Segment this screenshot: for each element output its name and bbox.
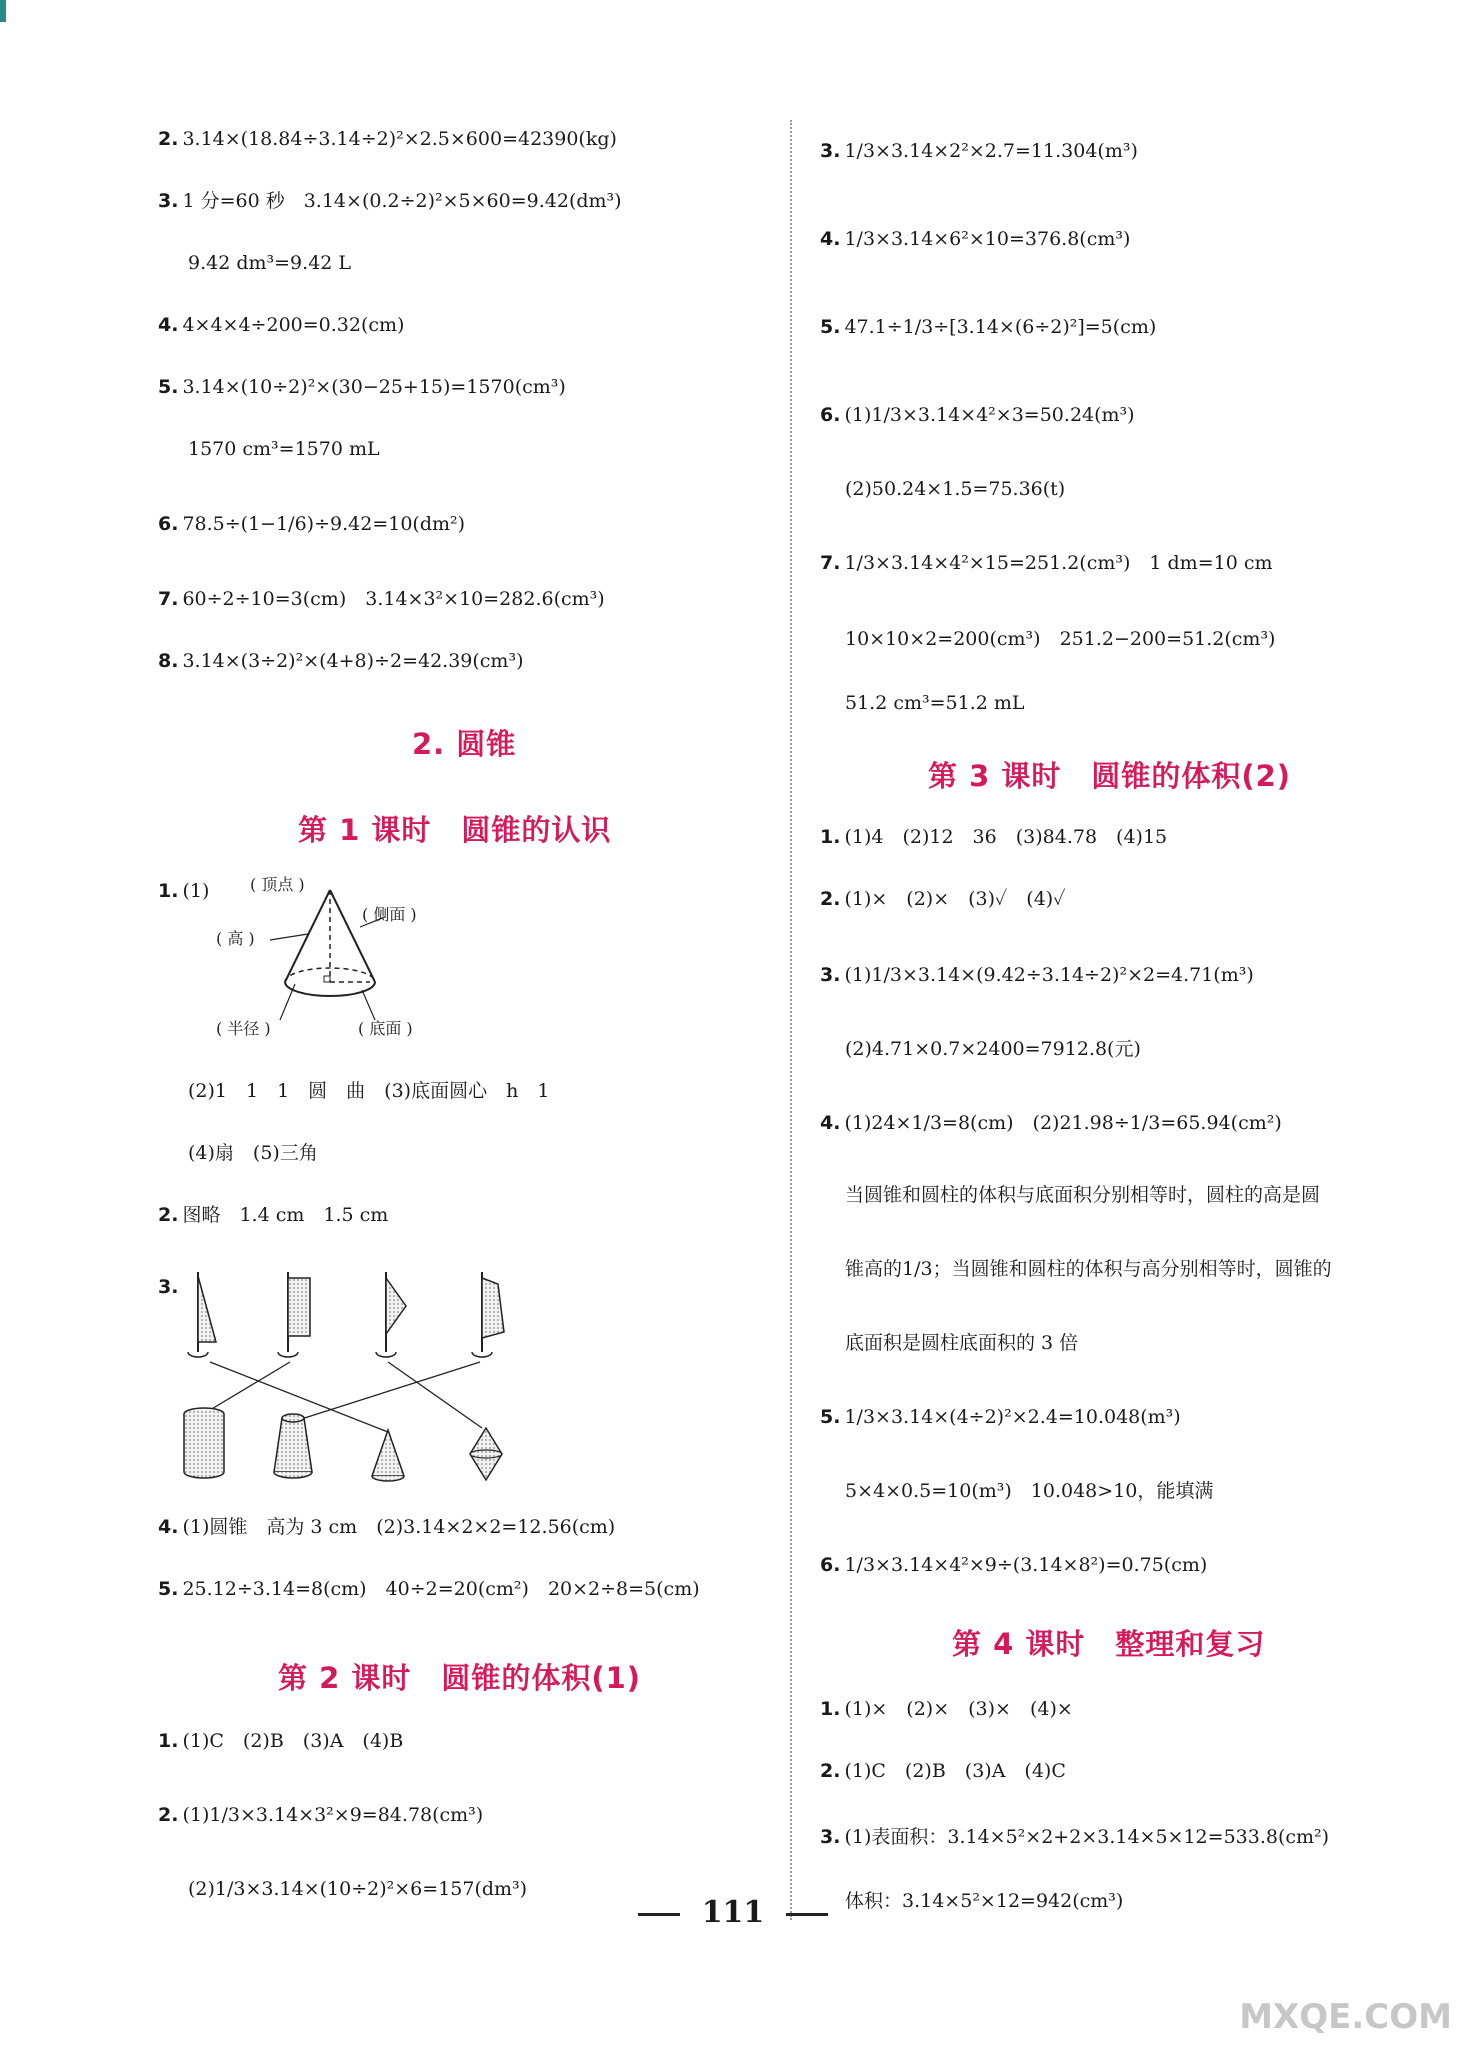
cone-diagram [210, 872, 470, 1052]
label-side: ( 侧面 ) [362, 905, 417, 924]
answer-line: 1570 cm³=1570 mL [188, 438, 380, 460]
answer-line: 7. 1/3×3.14×4²×15=251.2(cm³) 1 dm=10 cm [820, 552, 1273, 574]
answer-line: 10×10×2=200(cm³) 251.2−200=51.2(cm³) [845, 628, 1276, 650]
answer-line: 2. (1)C (2)B (3)A (4)C [820, 1760, 1066, 1782]
answer-line: 5. 3.14×(10÷2)²×(30−25+15)=1570(cm³) [158, 376, 566, 398]
answer-line: 3. 1 分=60 秒 3.14×(0.2÷2)²×5×60=9.42(dm³) [158, 190, 622, 212]
answer-line: 1. (1) [158, 880, 210, 902]
answer-line: 1. (1)× (2)× (3)× (4)× [820, 1698, 1073, 1720]
answer-line: 3. 1/3×3.14×2²×2.7=11.304(m³) [820, 140, 1138, 162]
section-heading: 2. 圆锥 [412, 727, 517, 761]
answer-line: 2. (1)× (2)× (3)✓ (4)✓ [820, 888, 1066, 910]
answer-line: (2)4.71×0.7×2400=7912.8(元) [845, 1038, 1141, 1060]
answer-line: (2)1/3×3.14×(10÷2)²×6=157(dm³) [188, 1878, 528, 1900]
answer-line: 3. (1)表面积：3.14×5²×2+2×3.14×5×12=533.8(cm²) [820, 1826, 1330, 1848]
label-vertex: ( 顶点 ) [250, 875, 305, 894]
answer-line: 5. 47.1÷1/3÷[3.14×(6÷2)²]=5(cm) [820, 316, 1157, 338]
label-radius: ( 半径 ) [216, 1019, 271, 1038]
answer-line: 4. (1)24×1/3=8(cm) (2)21.98÷1/3=65.94(cm²) [820, 1112, 1282, 1134]
answer-line: 底面积是圆柱底面积的 3 倍 [845, 1332, 1079, 1354]
answer-line: 当圆锥和圆柱的体积与底面积分别相等时，圆柱的高是圆 [845, 1184, 1321, 1206]
lesson-heading: 第 4 课时 整理和复习 [952, 1627, 1266, 1661]
watermark: MXQE.COM [1239, 1997, 1452, 2037]
answer-line: 8. 3.14×(3÷2)²×(4+8)÷2=42.39(cm³) [158, 650, 524, 672]
answer-line: 4. 1/3×3.14×6²×10=376.8(cm³) [820, 228, 1131, 250]
answer-line: 3. (1)1/3×3.14×(9.42÷3.14÷2)²×2=4.71(m³) [820, 964, 1254, 986]
lesson-heading: 第 3 课时 圆锥的体积(2) [928, 759, 1292, 793]
answer-line: 3. [158, 1276, 179, 1298]
answer-line: 体积：3.14×5²×12=942(cm³) [845, 1890, 1124, 1912]
answer-line: 7. 60÷2÷10=3(cm) 3.14×3²×10=282.6(cm³) [158, 588, 605, 610]
answer-line: 4. (1)圆锥 高为 3 cm (2)3.14×2×2=12.56(cm) [158, 1516, 616, 1538]
answer-line: 锥高的1/3；当圆锥和圆柱的体积与高分别相等时，圆锥的 [845, 1258, 1332, 1280]
answer-line: 2. 3.14×(18.84÷3.14÷2)²×2.5×600=42390(kg) [158, 128, 617, 150]
answer-line: 4. 4×4×4÷200=0.32(cm) [158, 314, 405, 336]
label-height: ( 高 ) [216, 929, 255, 948]
corner-mark [0, 0, 6, 22]
answer-line: (2)50.24×1.5=75.36(t) [845, 478, 1066, 500]
answer-line: 9.42 dm³=9.42 L [188, 252, 352, 274]
answer-line: (4)扇 (5)三角 [188, 1142, 318, 1164]
label-base: ( 底面 ) [358, 1019, 413, 1038]
answer-line: 51.2 cm³=51.2 mL [845, 692, 1025, 714]
answer-line: 2. (1)1/3×3.14×3²×9=84.78(cm³) [158, 1804, 484, 1826]
answer-line: 5×4×0.5=10(m³) 10.048>10，能填满 [845, 1480, 1214, 1502]
answer-line: 2. 图略 1.4 cm 1.5 cm [158, 1204, 389, 1226]
answer-line: 1. (1)4 (2)12 36 (3)84.78 (4)15 [820, 826, 1168, 848]
answer-line: 5. 25.12÷3.14=8(cm) 40÷2=20(cm²) 20×2÷8=5(cm) [158, 1578, 700, 1600]
answer-line: 6. 1/3×3.14×4²×9÷(3.14×8²)=0.75(cm) [820, 1554, 1208, 1576]
answer-line: 5. 1/3×3.14×(4÷2)²×2.4=10.048(m³) [820, 1406, 1181, 1428]
rotation-matching-diagram [180, 1262, 520, 1502]
answer-line: 1. (1)C (2)B (3)A (4)B [158, 1730, 404, 1752]
answer-line: 6. (1)1/3×3.14×4²×3=50.24(m³) [820, 404, 1135, 426]
column-divider [790, 120, 792, 1920]
lesson-heading: 第 1 课时 圆锥的认识 [298, 813, 612, 847]
page-number: 111 [0, 1895, 1466, 1930]
lesson-heading: 第 2 课时 圆锥的体积(1) [278, 1661, 642, 1695]
answer-line: (2)1 1 1 圆 曲 (3)底面圆心 h 1 [188, 1080, 550, 1102]
answer-line: 6. 78.5÷(1−1/6)÷9.42=10(dm²) [158, 513, 466, 535]
